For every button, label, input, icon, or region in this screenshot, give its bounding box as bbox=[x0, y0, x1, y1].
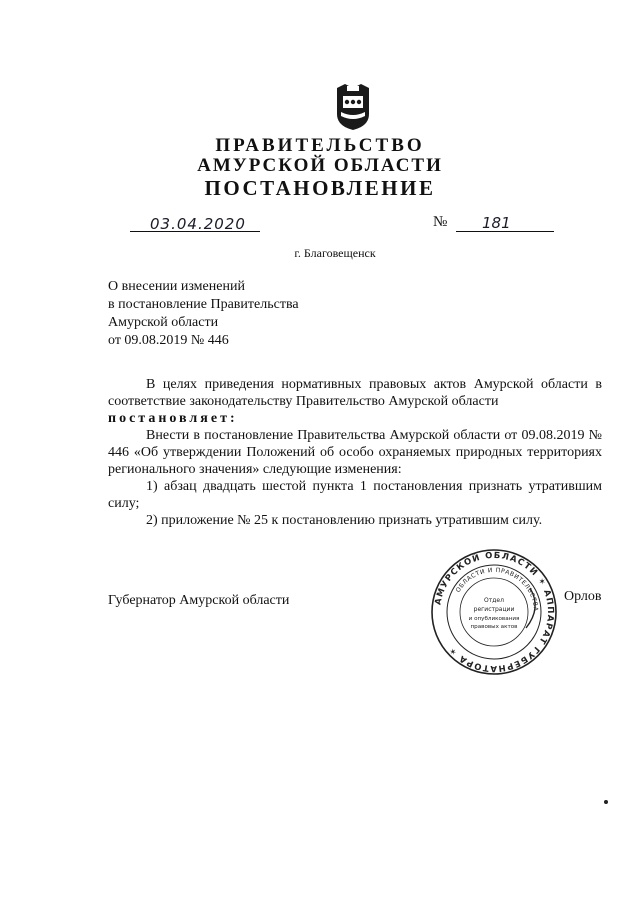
document-type: ПОСТАНОВЛЕНИЕ bbox=[204, 176, 436, 200]
subject-line: от 09.08.2019 № 446 bbox=[108, 333, 229, 348]
number-label: № bbox=[433, 214, 448, 230]
government-title: ПРАВИТЕЛЬСТВО bbox=[215, 135, 425, 156]
number-underline bbox=[456, 231, 554, 232]
svg-text:ОБЛАСТИ И ПРАВИТЕЛЬСТВА: ОБЛАСТИ И ПРАВИТЕЛЬСТВА bbox=[454, 566, 540, 612]
subject-line: в постановление Правительства bbox=[108, 297, 299, 312]
subject-line: О внесении изменений bbox=[108, 279, 245, 294]
coat-of-arms-icon bbox=[331, 82, 375, 132]
signatory-position: Губернатор Амурской области bbox=[108, 593, 290, 608]
svg-text:АМУРСКОЙ ОБЛАСТИ ✶ АППАРАТ ГУБ: АМУРСКОЙ ОБЛАСТИ ✶ АППАРАТ ГУБЕРНАТОРА ✶ bbox=[433, 550, 556, 674]
svg-text:правовых актов: правовых актов bbox=[470, 624, 518, 630]
date-handwritten: 03.04.2020 bbox=[150, 215, 246, 233]
amendment-item-1: 1) абзац двадцать шестой пункта 1 постановления признать утратившим силу; bbox=[108, 479, 602, 511]
svg-text:Отдел: Отдел bbox=[484, 597, 504, 604]
subject-line: Амурской области bbox=[108, 315, 219, 330]
amendment-item-2: 2) приложение № 25 к постановлению признать утратившим силу. bbox=[146, 513, 543, 528]
signatory-surname: Орлов bbox=[564, 589, 602, 604]
number-handwritten: 181 bbox=[482, 214, 511, 232]
decides-word: постановляет: bbox=[108, 411, 238, 426]
government-region: АМУРСКОЙ ОБЛАСТИ bbox=[197, 155, 443, 176]
preamble-paragraph: В целях приведения нормативных правовых актов Амурской области в соответствие законодательству Правительство Амурской области bbox=[108, 377, 602, 409]
date-underline bbox=[130, 231, 260, 232]
subject-block bbox=[108, 278, 299, 350]
city: г. Благовещенск bbox=[294, 246, 376, 260]
official-stamp bbox=[430, 548, 558, 676]
amendment-paragraph: Внести в постановление Правительства Амурской области от 09.08.2019 № 446 «Об утверждении Положений об особо охраняемых природных территориях регионального значения» следующие изменения: bbox=[108, 428, 602, 477]
body-text bbox=[108, 376, 602, 529]
svg-text:регистрации: регистрации bbox=[473, 606, 515, 613]
svg-text:и опубликования: и опубликования bbox=[468, 616, 520, 622]
scan-dot bbox=[604, 800, 608, 804]
